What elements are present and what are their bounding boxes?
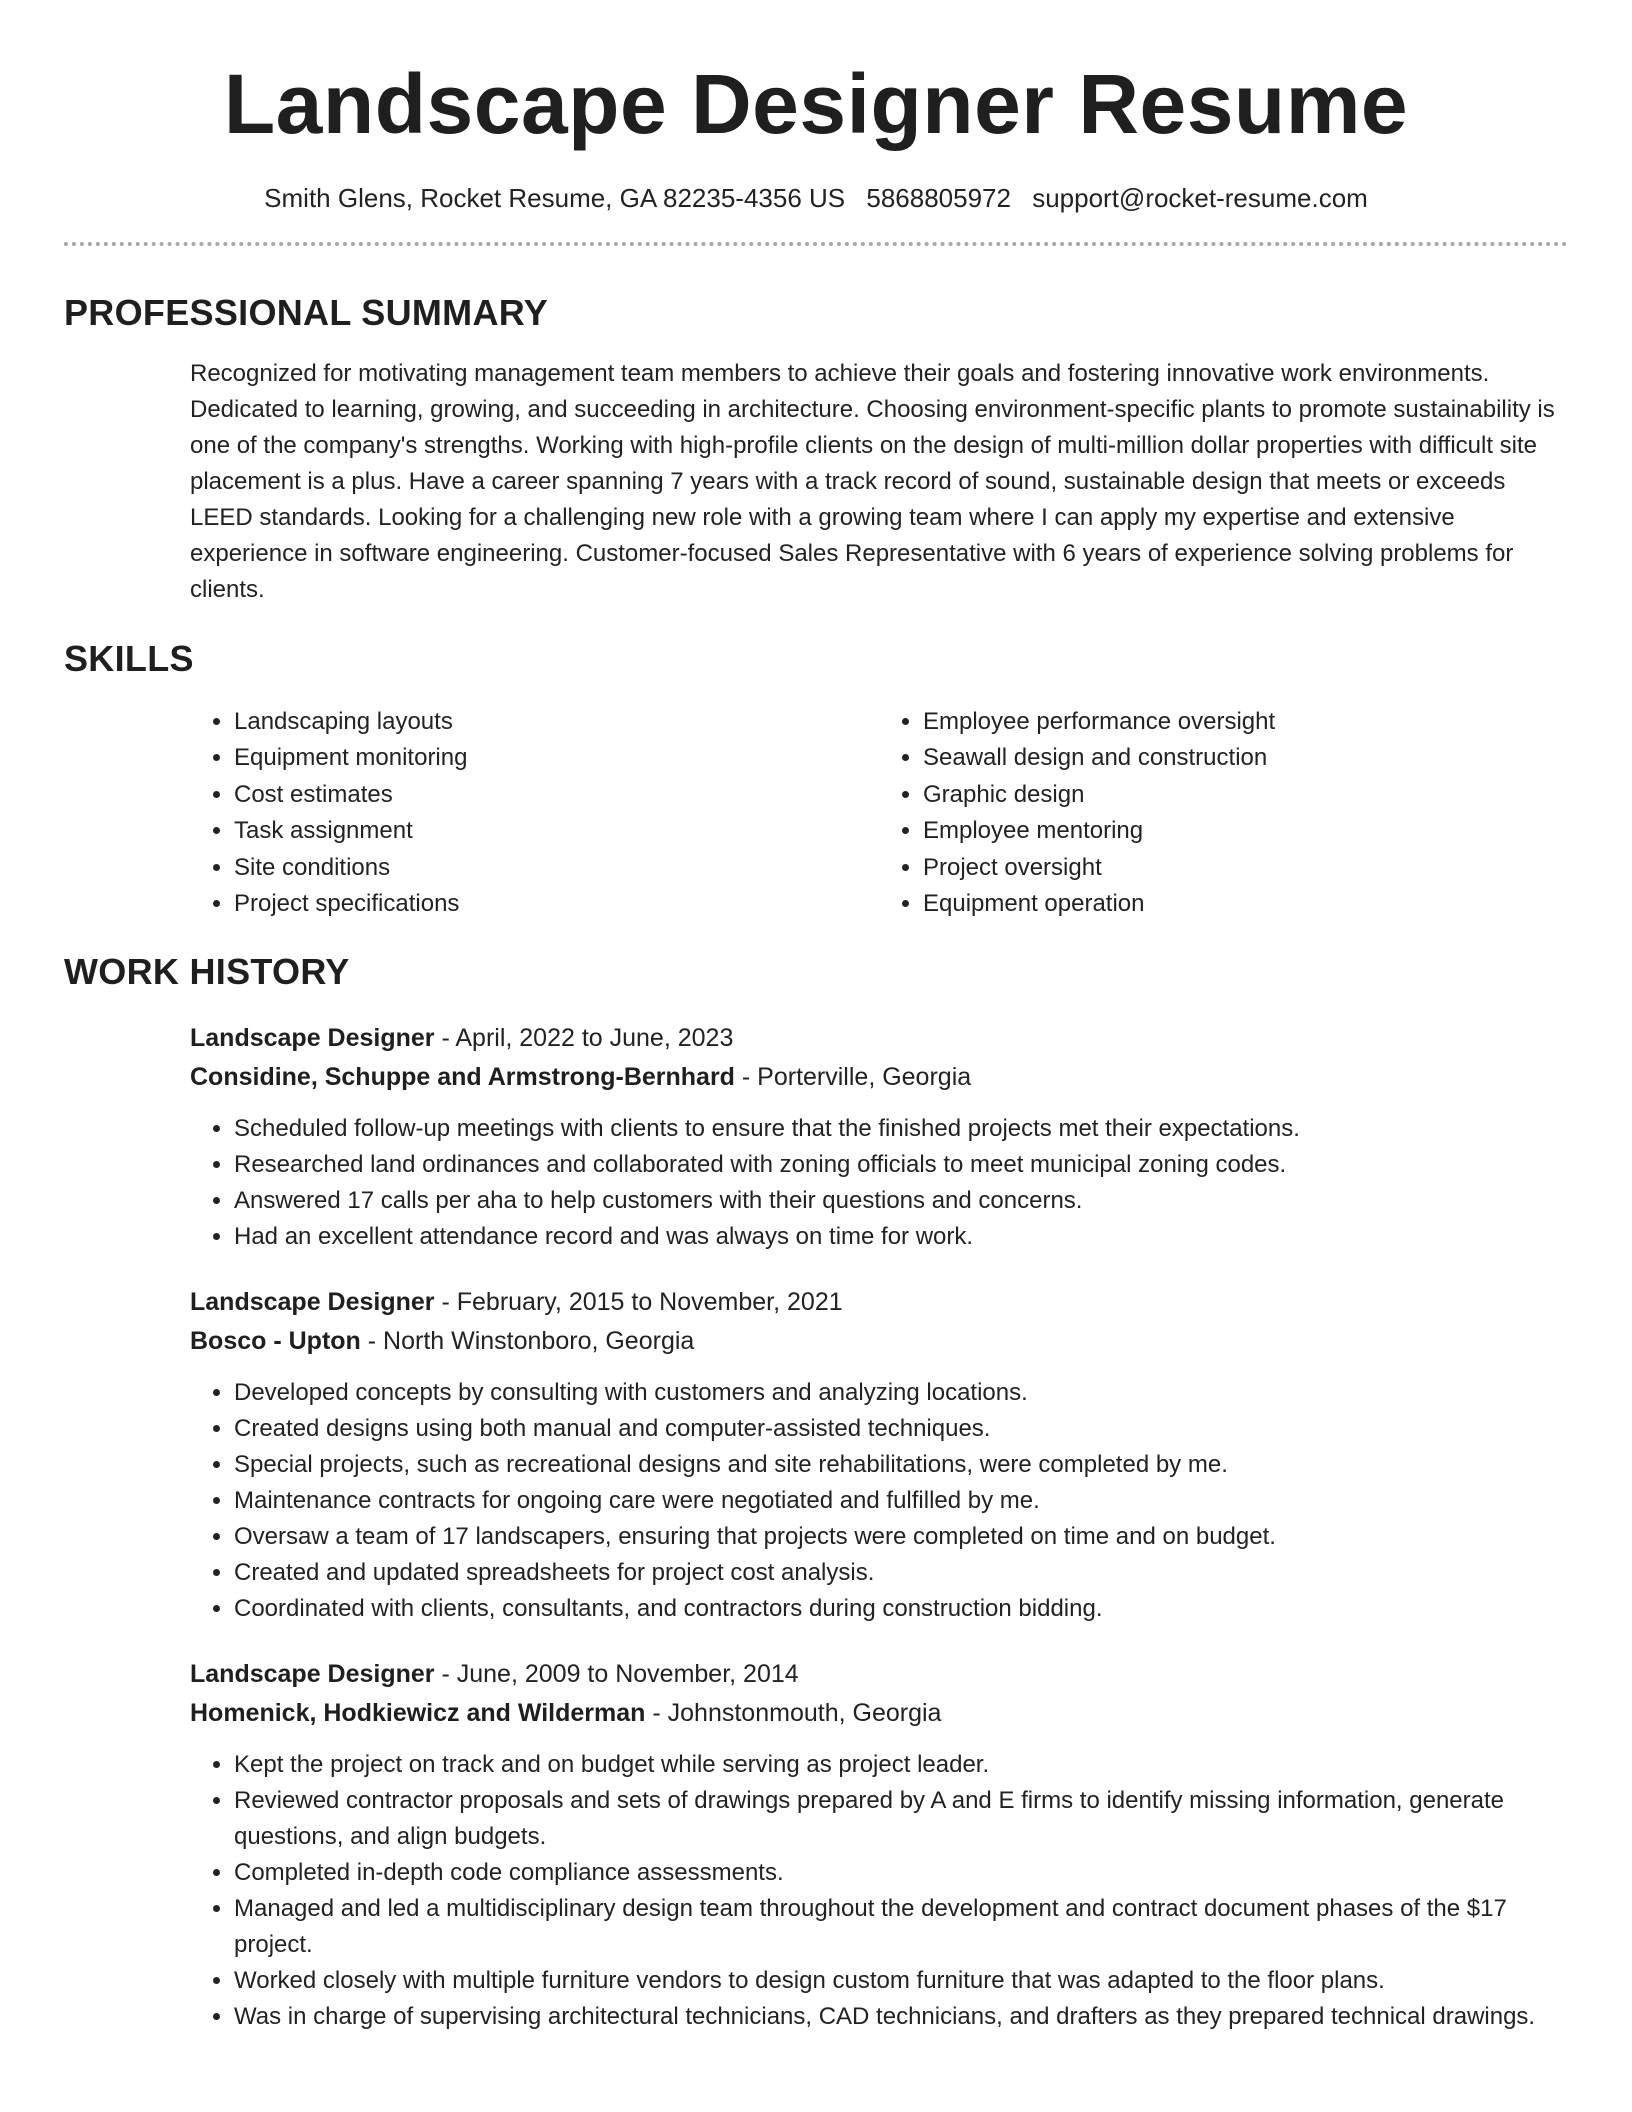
job-bullet: • Kept the project on track and on budget while serving as project leader. — [234, 1747, 1568, 1783]
contact-email: support@rocket-resume.com — [1032, 182, 1368, 213]
job-bullet: • Special projects, such as recreational designs and site rehabilitations, were completed by me. — [234, 1447, 1568, 1483]
job-bullet: • Managed and led a multidisciplinary design team throughout the development and contract document phases of the $17 project. — [234, 1891, 1568, 1963]
job-location: - North Winstonboro, Georgia — [360, 1326, 695, 1355]
job-location: - Porterville, Georgia — [734, 1062, 972, 1091]
skill-item: • Employee mentoring — [923, 813, 1568, 850]
job-bullet: • Completed in-depth code compliance assessments. — [234, 1855, 1568, 1891]
skill-item: • Landscaping layouts — [234, 704, 879, 741]
skill-item: • Task assignment — [234, 813, 879, 850]
job-role-line — [190, 1655, 1568, 1694]
job-dates: - February, 2015 to November, 2021 — [434, 1287, 843, 1316]
skill-item: • Equipment operation — [923, 886, 1568, 923]
job-bullet: • Scheduled follow-up meetings with clients to ensure that the finished projects met their expectations. — [234, 1111, 1568, 1147]
job-entry — [190, 1283, 1568, 1627]
work-history-heading: WORK HISTORY — [64, 950, 350, 992]
skill-item: • Graphic design — [923, 777, 1568, 814]
job-bullet: • Created and updated spreadsheets for project cost analysis. — [234, 1555, 1568, 1591]
skill-item: • Project specifications — [234, 886, 879, 923]
contact-line — [64, 183, 1568, 214]
summary-text: Recognized for motivating management team members to achieve their goals and fostering innovative work environments. Dedicated to learning, growing, and succeeding in architecture. Choosing environment-specific plants to promote sustainability is one of the company's strengths. Working with high-profile clients on the design of multi-million dollar properties with difficult site placement is a plus. Have a career spanning 7 years with a track record of sound, sustainable design that meets or exceeds LEED standards. Looking for a challenging new role with a growing team where I can apply my expertise and extensive experience in software engineering. Customer-focused Sales Representative with 6 years of experience solving problems for clients. — [190, 359, 1555, 603]
skills-column-right — [879, 704, 1568, 923]
job-company: Homenick, Hodkiewicz and Wilderman — [190, 1698, 646, 1727]
resume-header — [64, 0, 1568, 214]
job-company-line — [190, 1322, 1568, 1361]
resume-title: Landscape Designer Resume — [223, 57, 1409, 151]
skills-heading: SKILLS — [64, 637, 194, 679]
job-bullet: • Researched land ordinances and collaborated with zoning officials to meet municipal zoning codes. — [234, 1147, 1568, 1183]
job-company-line — [190, 1058, 1568, 1097]
job-dates: - June, 2009 to November, 2014 — [434, 1659, 799, 1688]
job-role-line — [190, 1019, 1568, 1058]
job-bullet: • Created designs using both manual and computer-assisted techniques. — [234, 1411, 1568, 1447]
job-company: Bosco - Upton — [190, 1326, 361, 1355]
job-company-line — [190, 1694, 1568, 1733]
contact-address: Smith Glens, Rocket Resume, GA 82235-4356 US — [264, 182, 846, 213]
job-bullet: • Had an excellent attendance record and was always on time for work. — [234, 1219, 1568, 1255]
job-company: Considine, Schuppe and Armstrong-Bernhard — [190, 1062, 735, 1091]
job-bullet: • Reviewed contractor proposals and sets of drawings prepared by A and E firms to identify missing information, generate questions, and align budgets. — [234, 1783, 1568, 1855]
job-role: Landscape Designer — [190, 1287, 435, 1316]
contact-phone: 5868805972 — [866, 182, 1011, 213]
job-bullet: • Coordinated with clients, consultants, and contractors during construction bidding. — [234, 1591, 1568, 1627]
job-bullet: • Maintenance contracts for ongoing care were negotiated and fulfilled by me. — [234, 1483, 1568, 1519]
job-bullet: • Was in charge of supervising architectural technicians, CAD technicians, and drafters as they prepared technical drawings. — [234, 1999, 1568, 2035]
header-divider — [64, 242, 1568, 246]
skill-item: • Project oversight — [923, 850, 1568, 887]
skill-item: • Site conditions — [234, 850, 879, 887]
skill-item: • Seawall design and construction — [923, 740, 1568, 777]
skill-item: • Equipment monitoring — [234, 740, 879, 777]
job-bullet: • Answered 17 calls per aha to help customers with their questions and concerns. — [234, 1183, 1568, 1219]
job-bullets — [190, 1111, 1568, 1255]
job-entry — [190, 1019, 1568, 1255]
job-bullets — [190, 1747, 1568, 2035]
skill-item: • Cost estimates — [234, 777, 879, 814]
skills-column-left — [190, 704, 879, 923]
job-location: - Johnstonmouth, Georgia — [645, 1698, 942, 1727]
job-role-line — [190, 1283, 1568, 1322]
job-role: Landscape Designer — [190, 1023, 435, 1052]
job-dates: - April, 2022 to June, 2023 — [434, 1023, 734, 1052]
job-bullets — [190, 1375, 1568, 1627]
job-entry — [190, 1655, 1568, 2035]
job-role: Landscape Designer — [190, 1659, 435, 1688]
job-bullet: • Worked closely with multiple furniture vendors to design custom furniture that was adapted to the floor plans. — [234, 1963, 1568, 1999]
job-bullet: • Developed concepts by consulting with customers and analyzing locations. — [234, 1375, 1568, 1411]
job-bullet: • Oversaw a team of 17 landscapers, ensuring that projects were completed on time and on budget. — [234, 1519, 1568, 1555]
summary-heading: PROFESSIONAL SUMMARY — [64, 291, 549, 333]
skill-item: • Employee performance oversight — [923, 704, 1568, 741]
skills-list — [190, 704, 1568, 923]
